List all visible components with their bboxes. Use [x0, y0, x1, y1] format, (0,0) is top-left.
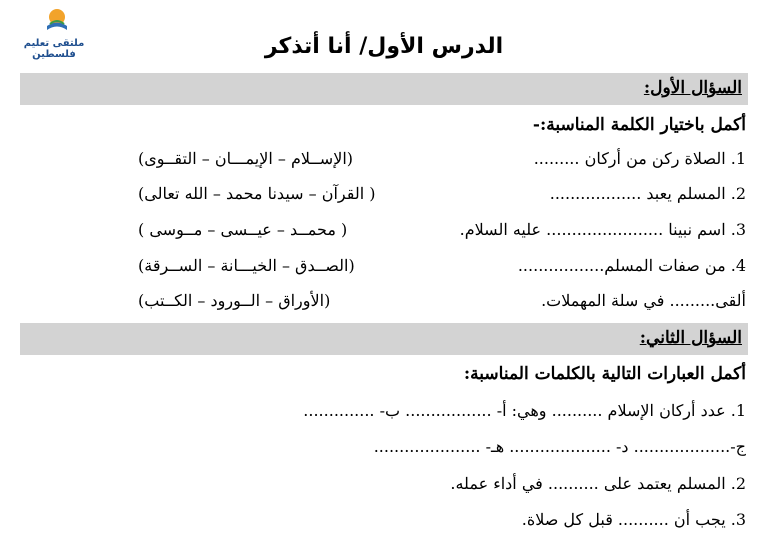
question-row — [0, 149, 768, 179]
section1-heading-bar — [20, 73, 748, 105]
section1-instruction: أكمل باختيار الكلمة المناسبة:- — [532, 115, 746, 135]
question-text: 3. اسم نبينا ....................... عليه السلام. — [459, 220, 746, 239]
fill-in-line: 3. يجب أن .......... قبل كل صلاة. — [521, 510, 746, 529]
question-choices: (الصــدق – الخيـــانة – الســرقة) — [138, 256, 355, 275]
question-row — [0, 291, 768, 321]
fill-in-line: 2. المسلم يعتمد على .......... في أداء عمله. — [450, 474, 746, 493]
question-choices: (الأوراق – الــورود – الكــتب) — [138, 291, 331, 310]
section1-heading: السؤال الأول: — [643, 78, 742, 98]
question-text: 2. المسلم يعبد .................. — [549, 184, 746, 203]
page-title: الدرس الأول/ أنا أتذكر — [264, 34, 504, 59]
question-row — [0, 256, 768, 286]
question-row — [0, 220, 768, 250]
section2-heading-bar — [20, 323, 748, 355]
book-logo-icon — [44, 6, 70, 32]
fill-in-line: ج-................... د- .................... هـ- ..................... — [373, 437, 746, 456]
question-text: 4. من صفات المسلم................. — [517, 256, 746, 275]
question-text: ألقى......... في سلة المهملات. — [541, 291, 746, 310]
question-choices: ( محمــد – عيــسى – مــوسى ) — [138, 220, 348, 239]
question-choices: ( القرآن – سيدنا محمد – الله تعالى) — [138, 184, 376, 203]
question-row — [0, 184, 768, 214]
section2-instruction: أكمل العبارات التالية بالكلمات المناسبة: — [463, 364, 746, 384]
question-choices: (الإســلام – الإيمـــان – التقــوى) — [138, 149, 353, 168]
fill-in-line: 1. عدد أركان الإسلام .......... وهي: أ- ................. ب- .............. — [303, 401, 746, 420]
logo-text: ملتقى تعليم فلسطين — [23, 38, 85, 60]
question-text: 1. الصلاة ركن من أركان ......... — [533, 149, 746, 168]
section2-heading: السؤال الثاني: — [639, 328, 742, 348]
